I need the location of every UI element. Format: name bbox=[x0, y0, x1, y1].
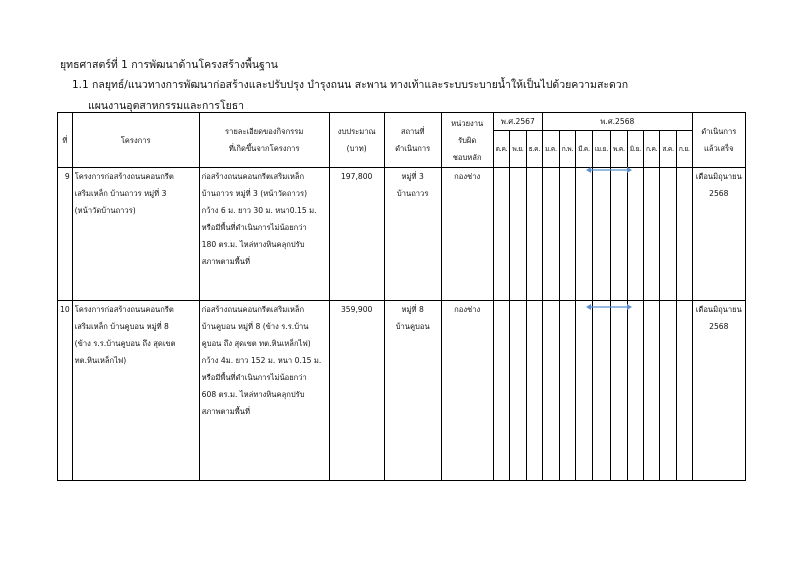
schedule-arrow bbox=[586, 166, 632, 174]
row-no: 10 bbox=[58, 301, 73, 481]
plan-heading: แผนงานอุตสาหกรรมและการโยธา bbox=[88, 100, 245, 112]
header-budget: งบประมาณ (บาท) bbox=[329, 113, 384, 168]
row-completion: เดือนมิถุนายน 2568 bbox=[692, 168, 745, 301]
row-project: โครงการก่อสร้างถนนคอนกรีต เสริมเหล็ก บ้านถาวร หมู่ที่ 3 (หน้าวัดบ้านถาวร) bbox=[72, 168, 199, 301]
month-apr: เม.ย. bbox=[592, 131, 610, 168]
row-unit: กองช่าง bbox=[441, 301, 493, 481]
row-detail: ก่อสร้างถนนคอนกรีตเสริมเหล็ก บ้านถาวร หมู่ที่ 3 (หน้าวัดถาวร) กว้าง 6 ม. ยาว 30 ม. หนา0.15 ม. หรือมีพื้นที่ดำเนินการไม่น้อยกว่า 180 ตร.ม. ไหล่ทางหินคลุกปรับ สภาพตามพื้นที่ bbox=[199, 168, 329, 301]
header-year-2567: พ.ศ.2567 bbox=[493, 113, 542, 131]
table-row bbox=[58, 301, 746, 481]
header-place: สถานที่ ดำเนินการ bbox=[384, 113, 441, 168]
month-aug: ส.ค. bbox=[660, 131, 676, 168]
schedule-arrow bbox=[586, 303, 632, 311]
row-completion: เดือนมิถุนายน 2568 bbox=[692, 301, 745, 481]
header-detail: รายละเอียดของกิจกรรม ที่เกิดขึ้นจากโครงการ bbox=[199, 113, 329, 168]
row-unit: กองช่าง bbox=[441, 168, 493, 301]
row-budget: 359,900 bbox=[329, 301, 384, 481]
month-nov: พ.ย. bbox=[510, 131, 526, 168]
table-row bbox=[58, 168, 746, 301]
header-project: โครงการ bbox=[72, 113, 199, 168]
month-jun: มิ.ย. bbox=[627, 131, 643, 168]
project-plan-table bbox=[57, 112, 746, 481]
header-year-2568: พ.ศ.2568 bbox=[543, 113, 693, 131]
month-may: พ.ค. bbox=[611, 131, 628, 168]
header-operation: ดำเนินการ แล้วเสร็จ bbox=[692, 113, 745, 168]
month-mar: มี.ค. bbox=[576, 131, 593, 168]
row-place: หมู่ที่ 3 บ้านถาวร bbox=[384, 168, 441, 301]
row-detail: ก่อสร้างถนนคอนกรีตเสริมเหล็ก บ้านคูบอน หมู่ที่ 8 (ข้าง ร.ร.บ้าน คูบอน ถึง สุดเขต ทต.หินเหล็กไฟ) กว้าง 4ม. ยาว 152 ม. หนา 0.15 ม. หรือมีพื้นที่ดำเนินการไม่น้อยกว่า 608 ตร.ม. ไหล่ทางหินคลุกปรับ สภาพตามพื้นที่ bbox=[199, 301, 329, 481]
month-feb: ก.พ. bbox=[559, 131, 575, 168]
strategy-heading: ยุทธศาสตร์ที่ 1 การพัฒนาด้านโครงสร้างพื้นฐาน bbox=[60, 59, 278, 71]
row-budget: 197,800 bbox=[329, 168, 384, 301]
month-jul: ก.ค. bbox=[643, 131, 659, 168]
header-unit: หน่วยงาน รับผิด ชอบหลัก bbox=[441, 113, 493, 168]
month-jan: ม.ค. bbox=[543, 131, 560, 168]
row-place: หมู่ที่ 8 บ้านคูบอน bbox=[384, 301, 441, 481]
month-oct: ต.ค. bbox=[493, 131, 510, 168]
month-sep: ก.ย. bbox=[676, 131, 692, 168]
month-dec: ธ.ค. bbox=[526, 131, 542, 168]
header-no: ที่ bbox=[58, 113, 73, 168]
sub-strategy-heading: 1.1 กลยุทธ์/แนวทางการพัฒนาก่อสร้างและปรับปรุง บำรุงถนน สะพาน ทางเท้าและระบบระบายน้ำให้เป็นไปด้วยความสะดวก bbox=[72, 79, 629, 91]
row-no: 9 bbox=[58, 168, 73, 301]
row-project: โครงการก่อสร้างถนนคอนกรีต เสริมเหล็ก บ้านคูบอน หมู่ที่ 8 (ข้าง ร.ร.บ้านคูบอน ถึง สุดเขต ทต.หินเหล็กไฟ) bbox=[72, 301, 199, 481]
